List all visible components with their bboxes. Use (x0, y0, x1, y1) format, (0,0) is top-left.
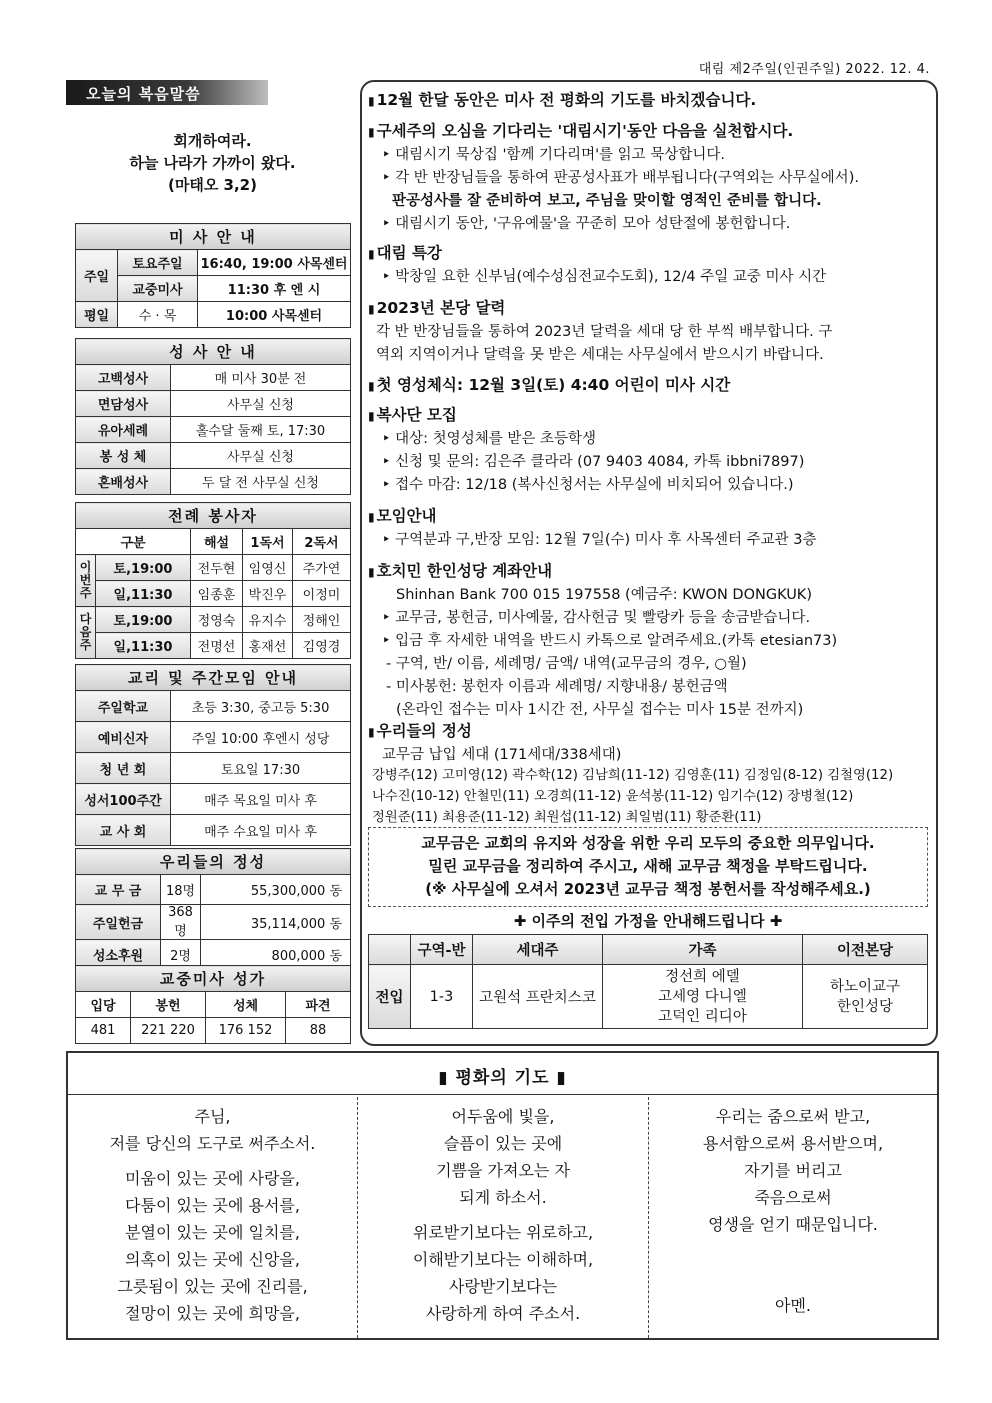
prayer-line: 용서함으로써 용서받으며, (702, 1134, 884, 1153)
meeting-name: 주일학교 (76, 691, 171, 722)
announcement-calendar (368, 297, 933, 367)
servers-title: 전례 봉사자 (76, 503, 351, 529)
meeting-info: 주일 10:00 후엔시 성당 (171, 722, 351, 753)
meetings-table (75, 664, 351, 846)
mass-name: 교중미사 (118, 276, 198, 302)
announcement-bullet: ‣ 대림시기 동안, '구유예물'을 꾸준히 모아 성탄절에 봉헌합니다. (368, 213, 933, 236)
prayer-amen: 아멘. (775, 1296, 811, 1315)
announcement-bullet: ‣ 입금 후 자세한 내역을 반드시 카톡으로 알려주세요.(카톡 etesian73) (368, 630, 933, 653)
liturgy-servers-table (75, 502, 351, 659)
contributor-line: 강병주(12) 고미영(12) 곽수학(12) 김남희(11-12) 김영훈(11) 김정임(8-12) 김철영(12) (372, 768, 894, 783)
server-name: 정영숙 (191, 607, 243, 633)
announcement-line: 판공성사를 잘 준비하여 보고, 주님을 맞이할 영적인 준비를 합니다. (392, 193, 822, 209)
announcement-lecture (368, 242, 933, 289)
contributor-line: 정원준(11) 최용준(11-12) 최원섭(11-12) 최일범(11) 황준환(11) (372, 810, 762, 825)
meeting-info: 토요일 17:30 (171, 753, 351, 784)
sacrament-info: 홀수달 둘째 토, 17:30 (171, 417, 351, 443)
prayer-line: 미움이 있는 곳에 사랑을, (125, 1169, 300, 1188)
gospel-header: 오늘의 복음말씀 (66, 80, 268, 105)
mass-time: 10:00 사목센터 (198, 302, 351, 328)
meeting-name: 청 년 회 (76, 753, 171, 784)
offering-name: 교 무 금 (76, 875, 161, 905)
newcomers-header-blank (369, 935, 411, 965)
offering-name: 주일헌금 (76, 905, 161, 940)
prayer-line: 영생을 얻기 때문입니다. (708, 1215, 878, 1234)
sacrament-info: 사무실 신청 (171, 391, 351, 417)
announcement-bullet: ‣ 교무금, 봉헌금, 미사예물, 감사헌금 및 빨랑카 등을 송금받습니다. (368, 607, 933, 630)
mass-title: 미 사 안 내 (76, 224, 351, 250)
announcement-line: 각 반 반장님들을 통하여 2023년 달력을 세대 당 한 부씩 배부합니다. 구 (376, 324, 833, 340)
mass-group-weekday: 평일 (76, 302, 118, 328)
prayer-line: 기쁨을 가져오는 자 (436, 1161, 570, 1180)
newcomers-title: ✚ 이주의 전입 가정을 안내해드립니다 ✚ (513, 912, 783, 930)
family-member: 고덕인 리디아 (658, 1008, 747, 1025)
bulletin-date: 대림 제2주일(인권주일) 2022. 12. 4. (698, 62, 930, 77)
previous-parish-line: 하노이교구 (829, 978, 901, 995)
newcomers-header: 세대주 (473, 935, 603, 965)
prayer-column-1 (68, 1097, 357, 1338)
hymns-table (75, 965, 351, 1044)
newcomers-header: 가족 (603, 935, 803, 965)
meeting-name: 예비신자 (76, 722, 171, 753)
meeting-name: 교 사 회 (76, 815, 171, 846)
gospel-verse (75, 130, 350, 196)
newcomer-head: 고원석 프란치스코 (473, 965, 603, 1029)
prayer-line: 우리는 줌으로써 받고, (715, 1107, 871, 1126)
mass-schedule-table (75, 223, 351, 328)
server-name: 박진우 (243, 581, 293, 607)
gospel-line: 하늘 나라가 가까이 왔다. (129, 154, 296, 172)
sacrament-name: 고백성사 (76, 365, 171, 391)
server-name: 홍재선 (243, 633, 293, 659)
meeting-info: 매주 목요일 미사 후 (171, 784, 351, 815)
sacraments-table (75, 338, 351, 495)
server-name: 김영경 (293, 633, 351, 659)
servers-header: 1독서 (243, 529, 293, 555)
servers-header: 해설 (191, 529, 243, 555)
newcomer-zone: 1-3 (411, 965, 473, 1029)
announcement-heading: ▮ 첫 영성체식: 12월 3일(토) 4:40 어린이 미사 시간 (368, 374, 933, 398)
gospel-reference: (마태오 3,2) (168, 176, 257, 194)
offering-amount: 55,300,000 동 (201, 875, 351, 905)
hymn-number: 221 220 (131, 1018, 206, 1044)
prayer-line: 그릇됨이 있는 곳에 진리를, (117, 1277, 308, 1296)
server-name: 전두현 (191, 555, 243, 581)
newcomers-header: 구역-반 (411, 935, 473, 965)
sacraments-title: 성 사 안 내 (76, 339, 351, 365)
contributor-line: 나수진(10-12) 안철민(11) 오경희(11-12) 윤석봉(11-12) 임기수(12) 장병철(12) (372, 789, 854, 804)
announcement-bullet: ‣ 박창일 요한 신부님(예수성심전교수도회), 12/4 주일 교중 미사 시간 (368, 266, 933, 289)
gospel-line: 회개하여라. (173, 132, 252, 150)
servers-day: 토,19:00 (96, 555, 191, 581)
prayer-line: 다툼이 있는 곳에 용서를, (125, 1196, 300, 1215)
offering-count: 2명 (161, 940, 201, 970)
prayer-column-3 (649, 1097, 937, 1338)
meeting-info: 초등 3:30, 중고등 5:30 (171, 691, 351, 722)
announcement-line: 역외 지역이거나 달력을 못 받은 세대는 사무실에서 받으시기 바랍니다. (376, 347, 824, 363)
prayer-line: 의혹이 있는 곳에 신앙을, (125, 1250, 300, 1269)
newcomer-family (603, 965, 803, 1029)
mass-group-sunday: 주일 (76, 250, 118, 302)
prayer-line: 되게 하소서. (459, 1188, 547, 1207)
offering-count: 368명 (161, 905, 201, 940)
announcement-first-communion (368, 374, 933, 398)
dues-contributors (372, 765, 932, 828)
sacrament-info: 두 달 전 사무실 신청 (171, 469, 351, 495)
family-member: 고세영 다니엘 (658, 988, 747, 1005)
announcement-heading: ▮ 구세주의 오심을 기다리는 '대림시기'동안 다음을 실천합시다. (368, 120, 933, 144)
sacrament-name: 봉 성 체 (76, 443, 171, 469)
hymns-title: 교중미사 성가 (76, 966, 351, 992)
sacrament-name: 면담성사 (76, 391, 171, 417)
mass-name: 토요주일 (118, 250, 198, 276)
meeting-info: 매주 수요일 미사 후 (171, 815, 351, 846)
dues-notice-line: 밀린 교무금을 정리하여 주시고, 새해 교무금 책정을 부탁드립니다. (428, 857, 868, 875)
servers-day: 일,11:30 (96, 581, 191, 607)
sacrament-name: 유아세례 (76, 417, 171, 443)
prayer-line: 주님, (194, 1107, 231, 1126)
dues-household-count: 교무금 납입 세대 (171세대/338세대) (382, 747, 622, 763)
servers-header: 구분 (76, 529, 191, 555)
prayer-line: 사랑받기보다는 (448, 1277, 558, 1296)
hymn-number: 176 152 (206, 1018, 286, 1044)
newcomers-header: 이전본당 (803, 935, 928, 965)
hymn-header: 성체 (206, 992, 286, 1018)
offering-name: 성소후원 (76, 940, 161, 970)
announcement-heading: ▮ 호치민 한인성당 계좌안내 (368, 560, 933, 584)
bank-account-number: Shinhan Bank 700 015 197558 (예금주: KWON DONGKUK) (396, 587, 812, 603)
announcement-altar-servers (368, 404, 933, 497)
servers-day: 일,11:30 (96, 633, 191, 659)
announcement-advent (368, 120, 933, 236)
announcement-meeting (368, 505, 933, 552)
prayer-line: 사랑하게 하여 주소서. (425, 1304, 581, 1323)
server-name: 이정미 (293, 581, 351, 607)
dues-notice-line: 교무금은 교회의 유지와 성장을 위한 우리 모두의 중요한 의무입니다. (421, 834, 875, 852)
offering-amount: 800,000 동 (201, 940, 351, 970)
server-name: 임종훈 (191, 581, 243, 607)
newcomer-type: 전입 (369, 965, 411, 1029)
mass-name: 수 · 목 (118, 302, 198, 328)
family-member: 정선희 에델 (665, 968, 740, 985)
prayer-line: 어두움에 빛을, (451, 1107, 555, 1126)
prayer-line: 슬픔이 있는 곳에 (443, 1134, 563, 1153)
announcement-bullet: ‣ 접수 마감: 12/18 (복사신청서는 사무실에 비치되어 있습니다.) (368, 474, 933, 497)
hymn-number: 88 (286, 1018, 351, 1044)
mass-time: 11:30 후 엔 시 (198, 276, 351, 302)
announcement-prayer (368, 89, 933, 113)
offering-amount: 35,114,000 동 (201, 905, 351, 940)
prayer-line: 분열이 있는 곳에 일치를, (125, 1223, 300, 1242)
announcement-detail: - 미사봉헌: 봉헌자 이름과 세례명/ 지향내용/ 봉헌금액 (386, 679, 728, 695)
offerings-table (75, 848, 351, 970)
prayer-line: 위로받기보다는 위로하고, (412, 1223, 594, 1242)
hymn-number: 481 (76, 1018, 131, 1044)
announcement-detail: - 구역, 반/ 이름, 세례명/ 금액/ 내역(교무금의 경우, ○월) (386, 656, 747, 672)
announcement-bullet: ‣ 대림시기 묵상집 '함께 기다리며'를 읽고 묵상합니다. (368, 144, 933, 167)
announcement-bank-account (368, 560, 933, 722)
announcement-detail: (온라인 접수는 미사 1시간 전, 사무실 접수는 미사 15분 전까지) (396, 702, 804, 718)
dues-notice (368, 827, 928, 907)
newcomers-table (368, 934, 928, 1029)
announcement-bullet: ‣ 구역분과 구,반장 모임: 12월 7일(수) 미사 후 사목센터 주교관 3층 (368, 529, 933, 552)
servers-header: 2독서 (293, 529, 351, 555)
server-name: 유지수 (243, 607, 293, 633)
prayer-line: 자기를 버리고 (744, 1161, 842, 1180)
hymn-header: 입당 (76, 992, 131, 1018)
prayer-title: ▮ 평화의 기도 ▮ (68, 1053, 937, 1095)
offerings-title: 우리들의 정성 (76, 849, 351, 875)
meetings-title: 교리 및 주간모임 안내 (76, 665, 351, 691)
announcement-bullet: ‣ 대상: 첫영성체를 받은 초등학생 (368, 428, 933, 451)
mass-time: 16:40, 19:00 사목센터 (198, 250, 351, 276)
prayer-title-text: 평화의 기도 (455, 1068, 550, 1088)
server-name: 정해인 (293, 607, 351, 633)
announcement-offerings (368, 720, 933, 767)
announcement-heading: ▮ 대림 특강 (368, 242, 933, 266)
servers-day: 토,19:00 (96, 607, 191, 633)
announcement-heading: ▮ 복사단 모집 (368, 404, 933, 428)
servers-week-label: 이번주 (76, 555, 96, 607)
announcement-heading: ▮ 모임안내 (368, 505, 933, 529)
newcomer-previous-parish (803, 965, 928, 1029)
announcement-heading: ▮ 12월 한달 동안은 미사 전 평화의 기도를 바치겠습니다. (368, 89, 933, 113)
meeting-name: 성서100주간 (76, 784, 171, 815)
announcement-bullet: ‣ 신청 및 문의: 김은주 클라라 (07 9403 4084, 카톡 ibbni7897) (368, 451, 933, 474)
prayer-line: 절망이 있는 곳에 희망을, (125, 1304, 300, 1323)
prayer-line: 저를 당신의 도구로 써주소서. (109, 1134, 316, 1153)
sacrament-name: 혼배성사 (76, 469, 171, 495)
hymn-header: 파견 (286, 992, 351, 1018)
announcement-heading: ▮ 우리들의 정성 (368, 720, 933, 744)
previous-parish-line: 한인성당 (836, 998, 894, 1015)
announcement-heading: ▮ 2023년 본당 달력 (368, 297, 933, 321)
server-name: 전명선 (191, 633, 243, 659)
sacrament-info: 사무실 신청 (171, 443, 351, 469)
prayer-line: 이해받기보다는 이해하며, (412, 1250, 594, 1269)
dues-notice-line: (※ 사무실에 오셔서 2023년 교무금 책정 봉헌서를 작성해주세요.) (425, 880, 871, 898)
offering-count: 18명 (161, 875, 201, 905)
hymn-header: 봉헌 (131, 992, 206, 1018)
server-name: 주가연 (293, 555, 351, 581)
prayer-column-2 (358, 1097, 648, 1338)
sacrament-info: 매 미사 30분 전 (171, 365, 351, 391)
prayer-line: 죽음으로써 (754, 1188, 832, 1207)
announcement-bullet: ‣ 각 반 반장님들을 통하여 판공성사표가 배부됩니다(구역외는 사무실에서). (368, 167, 933, 190)
servers-week-label: 다음주 (76, 607, 96, 659)
server-name: 임영신 (243, 555, 293, 581)
